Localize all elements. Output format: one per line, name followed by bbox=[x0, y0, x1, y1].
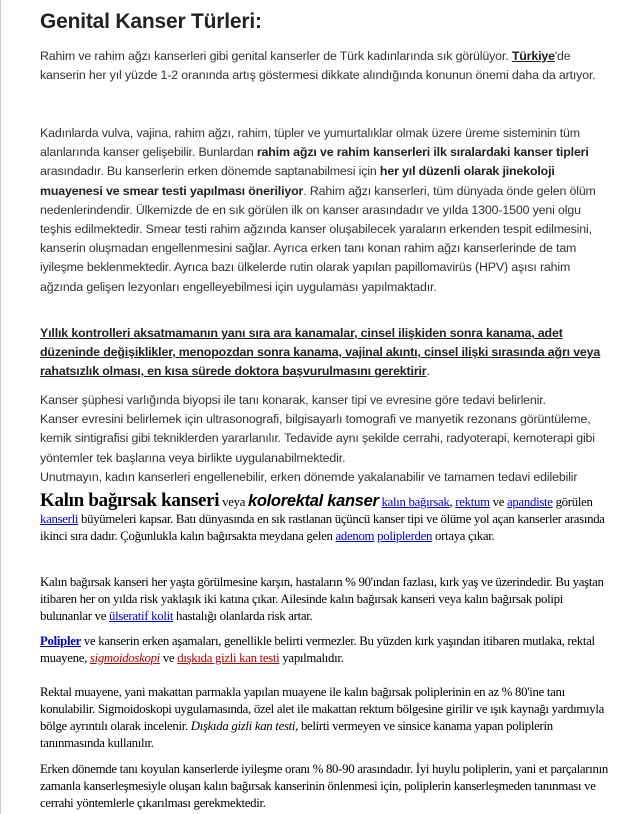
risk-paragraph bbox=[40, 574, 610, 625]
page-title: Genital Kanser Türleri: bbox=[40, 10, 262, 33]
link-ulseratif-kolit[interactable]: ülseratif kolit bbox=[109, 609, 174, 623]
link-poliplerden[interactable]: poliplerden bbox=[377, 529, 433, 543]
text: 'de kanserin her yıl yüzde 1-2 oranında artış göstermesi dikkate alındığında konunun önemi daha da artıyor. bbox=[40, 49, 596, 83]
text: ortaya çıkar. bbox=[432, 529, 495, 543]
text: . bbox=[426, 364, 430, 379]
link-kanserli[interactable]: kanserli bbox=[40, 512, 79, 526]
text: Kalın bağırsak kanseri her yaşta görülmesine karşın, hastaların % 90'ından fazlası, kırk yaş ve üzerindedir. Bu yaştan itibaren her on yılda risk yaklaşık iki katına çıkar. Ailesinde kalın bağırsak kanseri veya kalın bağırsak polipi bulunanlar ve bbox=[40, 575, 604, 623]
link-apandiste[interactable]: apandiste bbox=[507, 495, 553, 509]
link-sigmoidoskopi[interactable]: sigmoidoskopi bbox=[89, 651, 160, 665]
warning-paragraph bbox=[40, 324, 610, 382]
text: yapılmalıdır. bbox=[279, 651, 344, 665]
diagnosis-paragraph bbox=[40, 391, 610, 487]
genital-intro-paragraph bbox=[40, 47, 610, 85]
link-kalin-bagirsak[interactable]: kalın bağırsak bbox=[381, 495, 450, 509]
text: arasındadır. Bu kanserlerin erken dönemde saptanabilmesi için bbox=[40, 164, 380, 179]
link-rektum[interactable]: rektum bbox=[455, 495, 490, 509]
link-turkiye[interactable]: Türkiye bbox=[511, 49, 555, 63]
link-polipler[interactable]: Polipler bbox=[40, 634, 81, 648]
screening-paragraph bbox=[40, 633, 610, 667]
bold-text: her yıl düzenli olarak jinekoloji muayenesi ve smear testi yapılması öneriliyor bbox=[40, 164, 555, 198]
text: ve bbox=[159, 651, 178, 665]
link-diskida-gizli-kan-testi[interactable]: dışkıda gizli kan testi bbox=[177, 651, 280, 665]
section-title: Kalın bağırsak kanseri bbox=[40, 490, 220, 511]
prognosis-paragraph: Erken dönemde tanı koyulan kanserlerde iyileşme oranı % 80-90 arasındadır. İyi huylu poliplerin, yani et parçalarının zamanla kanserleşmesiyle oluşan kalın bağırsak kanserinin önlenmesi için, poliplerin kanserleşmeden tanınması ve cerrahi yöntemlerle çıkarılması gerekmektedir. bbox=[40, 762, 608, 810]
text: veya bbox=[219, 495, 248, 509]
text: . Rahim ağzı kanserleri, tüm dünyada önde gelen ölüm nedenlerindendir. Ülkemizde de en sık görülen ilk on kanser arasındadır ve yılda 1300-1500 yeni olgu teşhis edilmektedir. Smear testi rahim ağzında kanser oluşabilecek yaraların erkenden tespit edilmesini, kanserin oluşmadan engellenmesini sağlar. Ayrıca erken tanı konan rahim ağzı kanserlerinde de tam iyileşme beklenmektedir. Ayrıca bazı ülkelerde rutin olarak yapılan papillomavirüs (HPV) aşısı rahim ağzında gelişen lezyonları engelleyebilmesi için uygulaması yapılmaktadır. bbox=[40, 183, 596, 294]
underlined-warning: Yıllık kontrolleri aksatmamanın yanı sıra ara kanamalar, cinsel ilişkiden sonra kanama, adet düzeninde değişiklikler, menopozdan sonra kanama, vajinal akıntı, cinsel ilişki sırasında ağrı veya rahatsızlık olması, en kısa sürede doktora başvurulmasını gerektirir bbox=[40, 326, 601, 379]
text: Kanser evresini belirlemek için ultrasonografi, bilgisayarlı tomografi ve manyetik rezonans görüntüleme, kemik sintigrafisi gibi tekniklerden yararlanılır. Tedavide aynı şekilde cerrahi, radyoterapi, kemoterapi gibi yöntemler tek başlarına veya birlikte uygulanabilmektedir. bbox=[40, 412, 595, 465]
text: ve bbox=[489, 495, 508, 509]
text: büyümeleri kapsar. Batı dünyasında en sık rastlanan üçüncü kanser tipi ve ölüme yol açan kanserler arasında ikinci sıra dadır. Çoğunlukla kalın bağırsakta meydana gelen bbox=[40, 512, 605, 543]
rectal-exam-paragraph bbox=[40, 684, 610, 752]
colorectal-intro-paragraph bbox=[40, 492, 610, 545]
bold-text: rahim ağzı ve rahim kanserleri ilk sıralardaki kanser tipleri bbox=[256, 145, 589, 160]
italic-text: Dışkıda gizli kan testi bbox=[190, 719, 296, 733]
text: hastalığı olanlarda risk artar. bbox=[173, 609, 313, 623]
text: Unutmayın, kadın kanserleri engellenebilir, erken dönemde yakalanabilir ve tamamen tedavi edilebilir bbox=[40, 469, 578, 484]
link-adenom[interactable]: adenom bbox=[335, 529, 375, 543]
text: görülen bbox=[552, 495, 593, 509]
text: , belirti vermeyen ve sinsice kanama yapan poliplerin tanınmasında kullanılır. bbox=[40, 719, 553, 750]
italic-title: kolorektal kanser bbox=[247, 492, 379, 510]
text: , bbox=[449, 495, 456, 509]
text: Rahim ve rahim ağzı kanserleri gibi genital kanserler de Türk kadınlarında sık görülüyor. bbox=[40, 49, 512, 63]
genital-types-paragraph bbox=[40, 124, 610, 297]
text: Kadınlarda vulva, vajina, rahim ağzı, rahim, tüpler ve yumurtalıklar olmak üzere üreme sisteminin tüm alanlarında kanser gelişebilir. Bunlardan bbox=[40, 126, 580, 160]
text: Kanser şüphesi varlığında biyopsi ile tanı konarak, kanser tipi ve evresine göre tedavi belirlenir. bbox=[40, 393, 546, 407]
text: Rektal muayene, yani makattan parmakla yapılan muayene ile kalın bağırsak poliplerinin en az % 80'ine tanı konulabilir. Sigmoidoskopi uygulamasında, özel alet ile makattan rektum bölgesine girilir ve ışık kaynağı yardımıyla bölge ayrıntılı olarak incelenir. bbox=[40, 685, 605, 733]
text: ve kanserin erken aşamaları, genellikle belirti vermezler. Bu yüzden kırk yaşından itibaren mutlaka, rektal muayene, bbox=[40, 634, 595, 665]
